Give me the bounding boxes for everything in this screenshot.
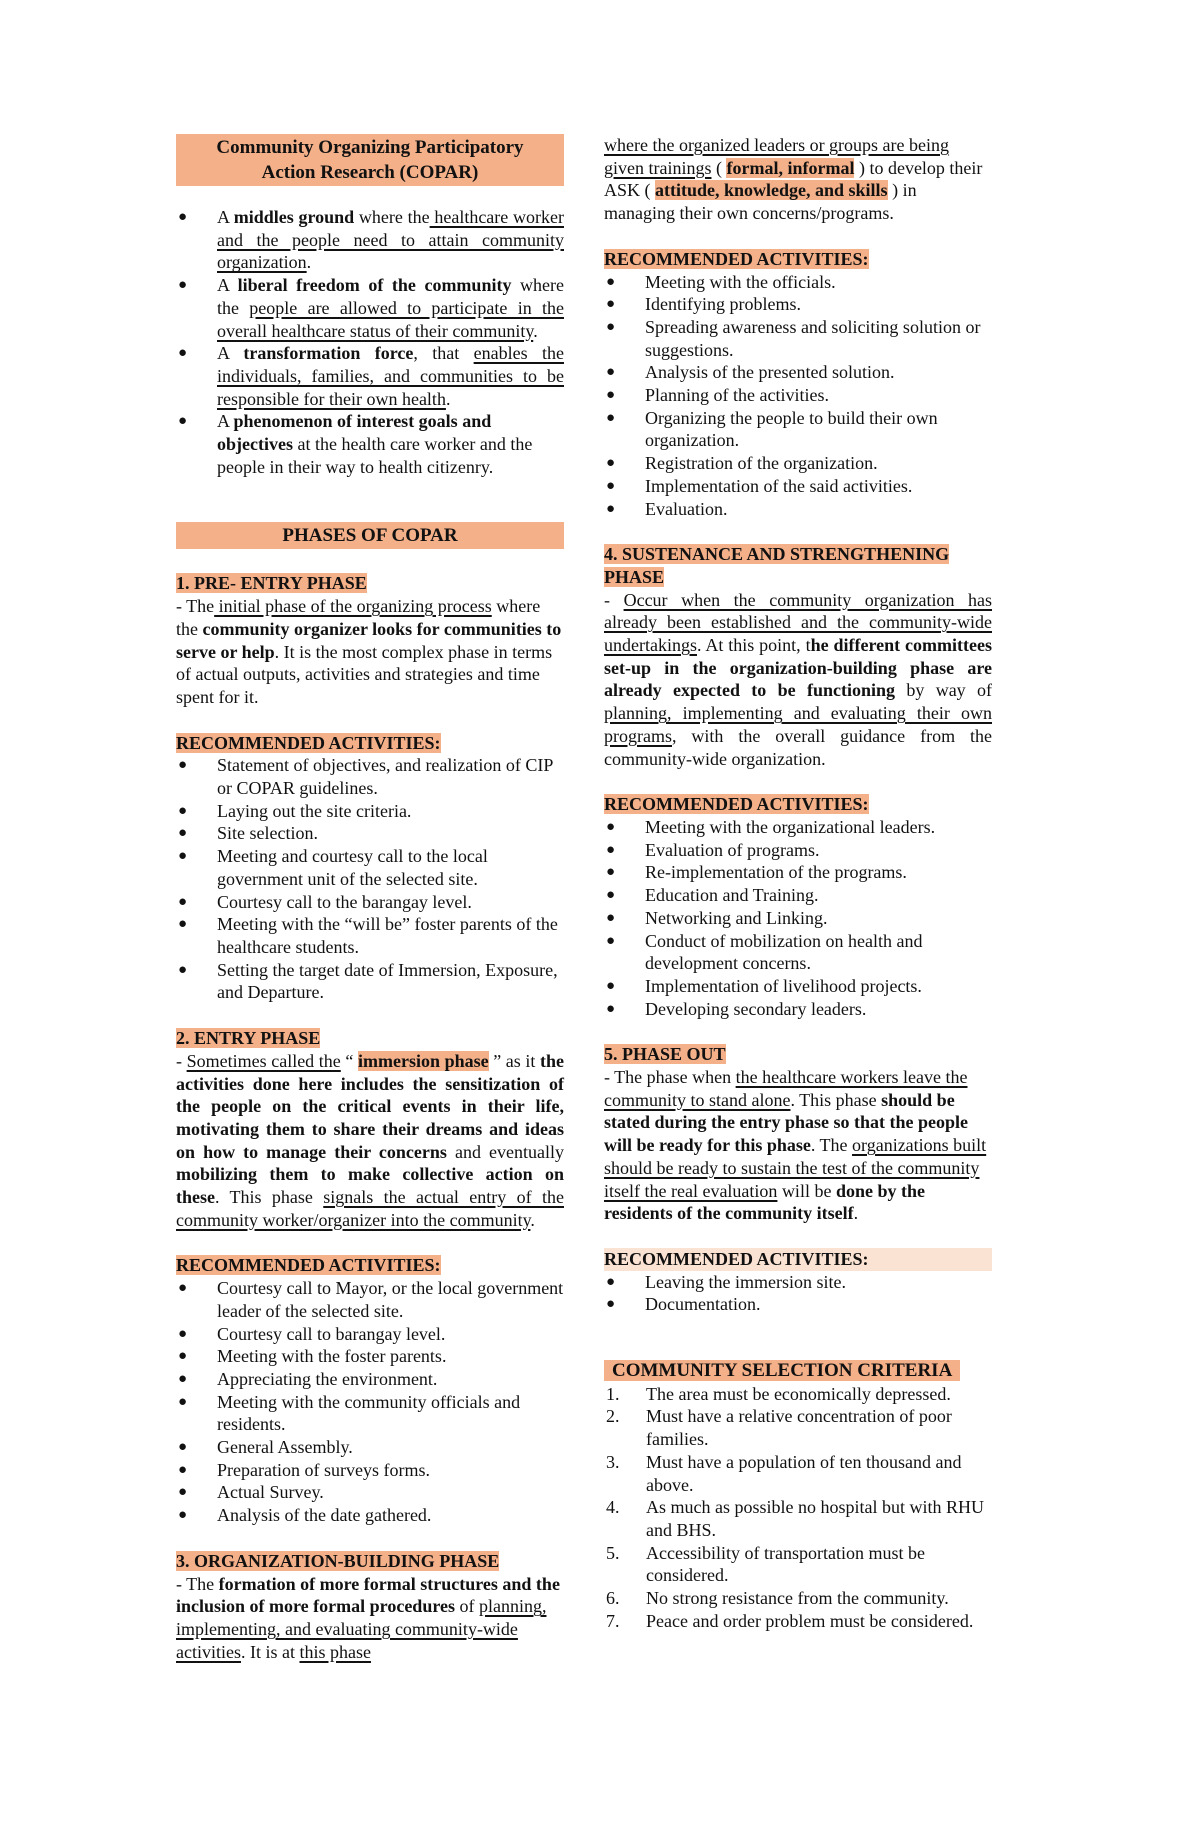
list-item: ● Planning of the activities. (604, 384, 992, 407)
list-item: ● Courtesy call to barangay level. (176, 1323, 564, 1346)
list-item: 5. Accessibility of transportation must be considered. (606, 1542, 925, 1586)
pre-entry-activities-heading: RECOMMENDED ACTIVITIES: (176, 732, 441, 753)
pre-entry-heading: 1. PRE- ENTRY PHASE (176, 573, 367, 594)
list-item: ● Education and Training. (604, 884, 992, 907)
phase-out-activities (604, 1271, 992, 1316)
list-item: ● Site selection. (176, 822, 564, 845)
list-item: ● Identifying problems. (604, 293, 992, 316)
criteria-heading: COMMUNITY SELECTION CRITERIA (604, 1360, 992, 1383)
list-item: ● Preparation of surveys forms. (176, 1459, 564, 1482)
copar-title-line1: Community Organizing Participatory (216, 137, 524, 158)
list-item: ● Organizing the people to build their own organization. (604, 407, 992, 452)
org-building-description-part2: where the organized leaders or groups are being given trainings ( formal, informal ) to develop their ASK ( attitude, knowledge, and skills ) in managing their own concerns/programs. (604, 135, 983, 224)
entry-activities (176, 1277, 564, 1527)
list-item: ● Meeting with the foster parents. (176, 1345, 564, 1368)
list-item: ● Leaving the immersion site. (604, 1271, 992, 1294)
entry-heading: 2. ENTRY PHASE (176, 1028, 321, 1049)
phases-title: PHASES OF COPAR (176, 522, 564, 549)
list-item: ● Implementation of the said activities. (604, 475, 992, 498)
list-item: ● A phenomenon of interest goals and objectives at the health care worker and the people in their way to health citizenry. (176, 410, 564, 478)
list-item: ● A transformation force, that enables the individuals, families, and communities to be responsible for their own health. (176, 342, 564, 410)
entry-description: - Sometimes called the “ immersion phase ” as it the activities done here includes the sensitization of the people on the critical events in their life, motivating them to share their dreams and ideas on how to manage their concerns and eventually mobilizing them to make collective action on these. This phase signals the actual entry of the community worker/organizer into the community. (176, 1050, 564, 1230)
right-column (604, 134, 992, 1632)
left-column (176, 134, 564, 1663)
list-item: ● Conduct of mobilization on health and development concerns. (604, 930, 992, 975)
list-item: ● Meeting with the officials. (604, 271, 992, 294)
sustenance-description: - Occur when the community organization has already been established and the community-wide undertakings. At this point, the different committees set-up in the organization-building phase are already expected to be functioning by way of planning, implementing and evaluating their own programs, with the overall guidance from the community-wide organization. (604, 589, 993, 769)
list-item: ● Analysis of the presented solution. (604, 361, 992, 384)
org-building-description-part1: - The formation of more formal structures and the inclusion of more formal procedures of planning, implementing, and evaluating community-wide activities. It is at this phase (176, 1573, 560, 1662)
list-item: ● Actual Survey. (176, 1481, 564, 1504)
list-item: ● Evaluation of programs. (604, 839, 992, 862)
pre-entry-activities (176, 754, 564, 1004)
list-item: ● Documentation. (604, 1293, 992, 1316)
phase-out-description: - The phase when the healthcare workers leave the community to stand alone. This phase should be stated during the entry phase so that the people will be ready for this phase. The organizations built should be ready to sustain the test of the community itself the real evaluation will be done by the residents of the community itself. (604, 1067, 987, 1224)
list-item: ● Laying out the site criteria. (176, 800, 564, 823)
list-item: ● A middles ground where the healthcare worker and the people need to attain community organization. (176, 206, 564, 274)
copar-title (176, 134, 564, 186)
org-building-activities-heading: RECOMMENDED ACTIVITIES: (604, 248, 869, 269)
sustenance-activities (604, 816, 992, 1020)
list-item: ● Statement of objectives, and realization of CIP or COPAR guidelines. (176, 754, 564, 799)
list-item: 1. The area must be economically depressed. (606, 1383, 951, 1404)
pre-entry-description: - The initial phase of the organizing process where the community organizer looks for communities to serve or help. It is the most complex phase in terms of actual outputs, activities and strategies and time spent for it. (176, 596, 562, 707)
criteria-list (604, 1383, 992, 1633)
list-item: ● Appreciating the environment. (176, 1368, 564, 1391)
org-building-heading: 3. ORGANIZATION-BUILDING PHASE (176, 1550, 500, 1571)
list-item: ● Implementation of livelihood projects. (604, 975, 992, 998)
entry-activities-heading: RECOMMENDED ACTIVITIES: (176, 1255, 441, 1276)
list-item: ● Developing secondary leaders. (604, 998, 992, 1021)
list-item: ● Setting the target date of Immersion, Exposure, and Departure. (176, 959, 564, 1004)
list-item: ● Courtesy call to the barangay level. (176, 891, 564, 914)
list-item: ● Analysis of the date gathered. (176, 1504, 564, 1527)
sustenance-heading: 4. SUSTENANCE AND STRENGTHENING PHASE (604, 544, 950, 587)
org-building-activities (604, 271, 992, 521)
copar-title-line2: Action Research (COPAR) (261, 162, 479, 183)
list-item: ● General Assembly. (176, 1436, 564, 1459)
list-item: ● Evaluation. (604, 498, 992, 521)
list-item: ● A liberal freedom of the community where the people are allowed to participate in the overall healthcare status of their community. (176, 274, 564, 342)
list-item: 2. Must have a relative concentration of poor families. (606, 1406, 952, 1450)
list-item: ● Meeting with the organizational leaders. (604, 816, 992, 839)
list-item: ● Meeting with the community officials and residents. (176, 1391, 564, 1436)
list-item: ● Registration of the organization. (604, 452, 992, 475)
list-item: 6. No strong resistance from the community. (606, 1588, 949, 1609)
list-item: ● Networking and Linking. (604, 907, 992, 930)
phase-out-heading: 5. PHASE OUT (604, 1044, 726, 1065)
list-item: ● Meeting and courtesy call to the local government unit of the selected site. (176, 845, 564, 890)
list-item: ● Spreading awareness and soliciting solution or suggestions. (604, 316, 992, 361)
list-item: 7. Peace and order problem must be considered. (606, 1610, 974, 1631)
list-item: ● Meeting with the “will be” foster parents of the healthcare students. (176, 913, 564, 958)
sustenance-activities-heading: RECOMMENDED ACTIVITIES: (604, 794, 869, 815)
list-item: ● Courtesy call to Mayor, or the local government leader of the selected site. (176, 1277, 564, 1322)
list-item: ● Re-implementation of the programs. (604, 861, 992, 884)
phase-out-activities-heading: RECOMMENDED ACTIVITIES: (604, 1248, 992, 1271)
copar-definition-list (176, 206, 564, 478)
list-item: 4. As much as possible no hospital but with RHU and BHS. (606, 1497, 984, 1540)
list-item: 3. Must have a population of ten thousand and above. (606, 1451, 962, 1495)
